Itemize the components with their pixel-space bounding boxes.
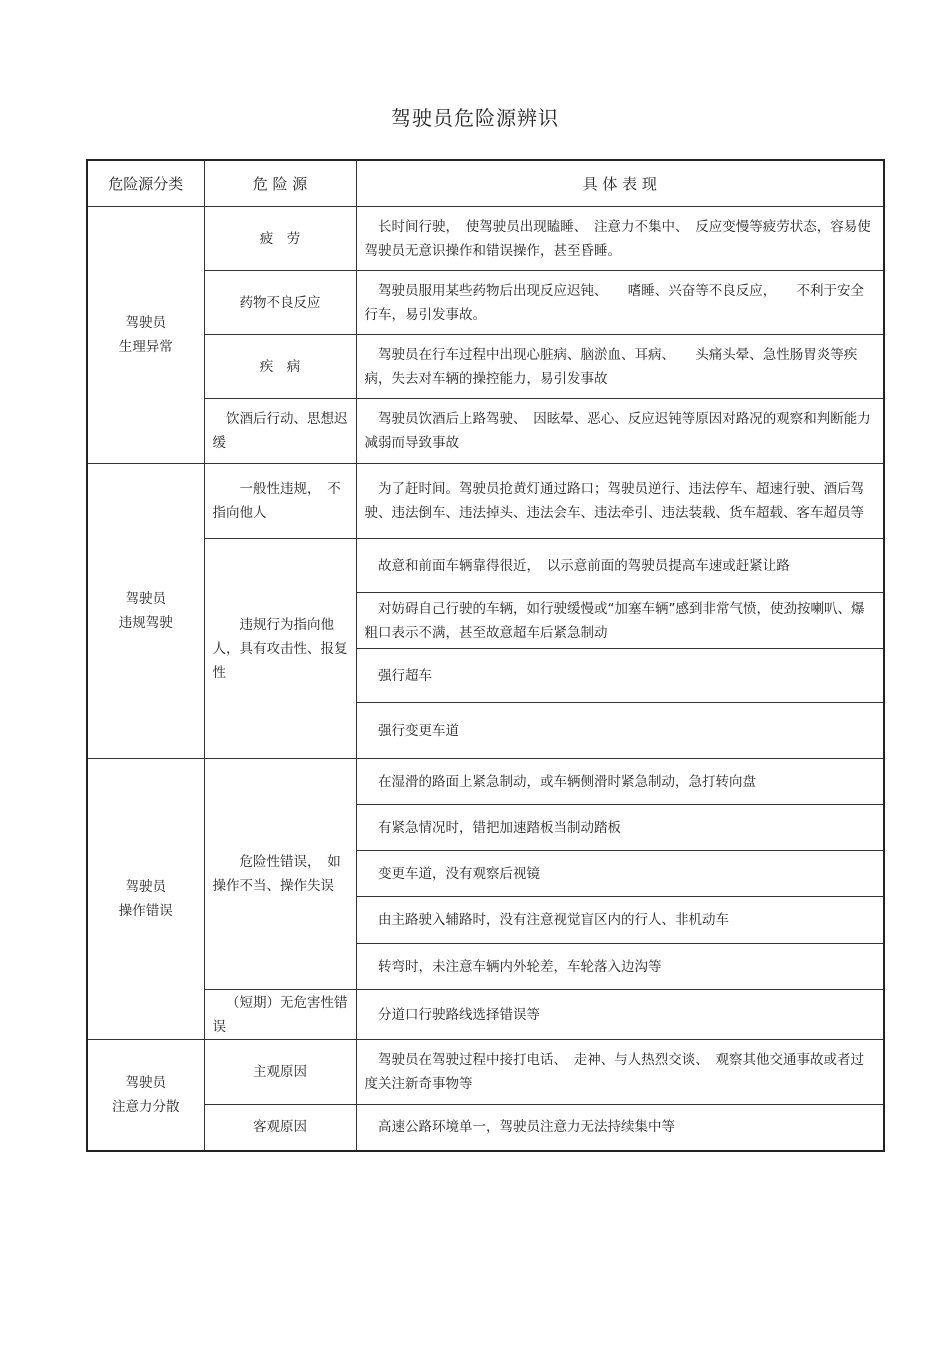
source-cell: 一般性违规， 不指向他人 [204, 464, 356, 539]
detail-cell: 高速公路环境单一，驾驶员注意力无法持续集中等 [356, 1105, 884, 1151]
detail-cell: 故意和前面车辆靠得很近， 以示意前面的驾驶员提高车速或赶紧让路 [356, 539, 884, 593]
source-cell: 主观原因 [204, 1040, 356, 1105]
table-row [87, 1040, 884, 1105]
detail-cell: 对妨碍自己行驶的车辆，如行驶缓慢或“加塞车辆”感到非常气愤，使劲按喇叭、爆粗口表示不满，甚至故意超车后紧急制动 [356, 593, 884, 649]
detail-cell: 为了赶时间。驾驶员抢黄灯通过路口；驾驶员逆行、违法停车、超速行驶、酒后驾驶、违法倒车、违法掉头、违法会车、违法牵引、违法装载、货车超载、客车超员等 [356, 464, 884, 539]
table-header-row [87, 160, 884, 207]
detail-cell: 驾驶员在驾驶过程中接打电话、 走神、与人热烈交谈、 观察其他交通事故或者过度关注新奇事物等 [356, 1040, 884, 1105]
detail-cell: 分道口行驶路线选择错误等 [356, 990, 884, 1040]
detail-cell: 在湿滑的路面上紧急制动，或车辆侧滑时紧急制动，急打转向盘 [356, 759, 884, 805]
table-row [87, 539, 884, 593]
header-category: 危险源分类 [87, 160, 204, 207]
detail-cell: 驾驶员饮酒后上路驾驶、 因眩晕、恶心、反应迟钝等原因对路况的观察和判断能力减弱而导致事故 [356, 399, 884, 464]
page-title: 驾驶员危险源辨识 [391, 106, 559, 130]
detail-cell: 由主路驶入辅路时，没有注意视觉盲区内的行人、非机动车 [356, 897, 884, 944]
source-cell: 疾 病 [204, 335, 356, 399]
table-row [87, 464, 884, 539]
table-row [87, 759, 884, 805]
table-row [87, 271, 884, 335]
detail-cell: 强行超车 [356, 649, 884, 703]
source-cell: 危险性错误， 如操作不当、操作失误 [204, 759, 356, 990]
category-cell: 驾驶员 操作错误 [87, 759, 204, 1040]
detail-cell: 驾驶员在行车过程中出现心脏病、脑淤血、耳病、 头痛头晕、急性肠胃炎等疾病，失去对车辆的操控能力，易引发事故 [356, 335, 884, 399]
source-cell: 饮酒后行动、思想迟缓 [204, 399, 356, 464]
header-source: 危 险 源 [204, 160, 356, 207]
header-details: 具 体 表 现 [356, 160, 884, 207]
detail-cell: 长时间行驶， 使驾驶员出现瞌睡、 注意力不集中、 反应变慢等疲劳状态，容易使驾驶员无意识操作和错误操作，甚至昏睡。 [356, 207, 884, 271]
hazard-table [86, 159, 885, 1152]
table-row [87, 207, 884, 271]
table-row [87, 399, 884, 464]
source-cell: 药物不良反应 [204, 271, 356, 335]
source-cell: （短期）无危害性错误 [204, 990, 356, 1040]
detail-cell: 变更车道，没有观察后视镜 [356, 851, 884, 897]
category-cell: 驾驶员 注意力分散 [87, 1040, 204, 1151]
detail-cell: 有紧急情况时，错把加速踏板当制动踏板 [356, 805, 884, 851]
source-cell: 违规行为指向他人，具有攻击性、报复性 [204, 539, 356, 759]
detail-cell: 转弯时，未注意车辆内外轮差，车轮落入边沟等 [356, 944, 884, 990]
source-cell: 客观原因 [204, 1105, 356, 1151]
table-row [87, 990, 884, 1040]
category-cell: 驾驶员 违规驾驶 [87, 464, 204, 759]
table-row [87, 1105, 884, 1151]
detail-cell: 强行变更车道 [356, 703, 884, 759]
table-row [87, 335, 884, 399]
source-cell: 疲 劳 [204, 207, 356, 271]
category-cell: 驾驶员 生理异常 [87, 207, 204, 464]
detail-cell: 驾驶员服用某些药物后出现反应迟钝、 嗜睡、兴奋等不良反应， 不利于安全行车，易引发事故。 [356, 271, 884, 335]
